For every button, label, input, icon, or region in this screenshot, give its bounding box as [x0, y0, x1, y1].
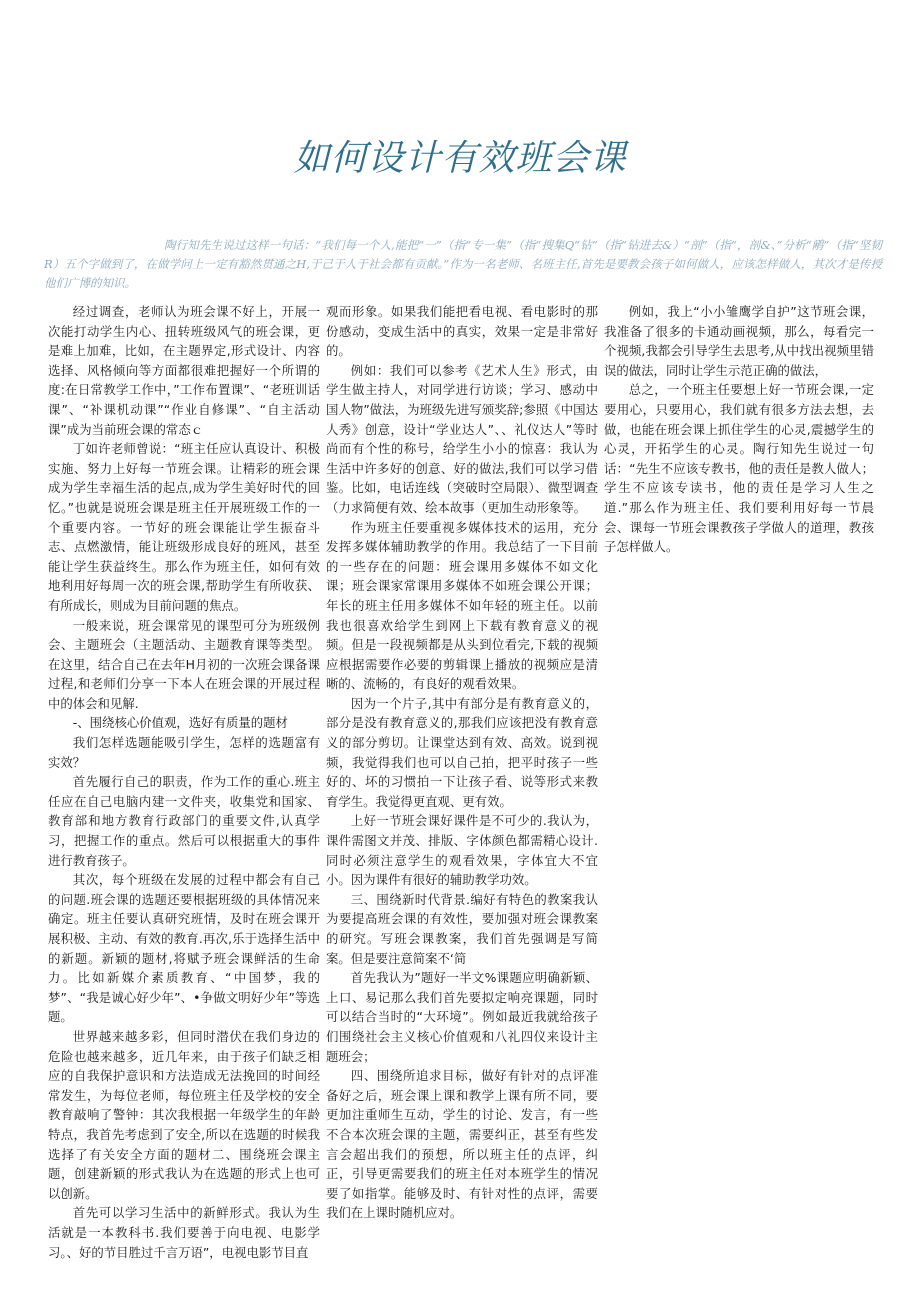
- paragraph: 丁如许老师曾说：“班主任应认真设计、积极实施、努力上好每一节班会课。让精彩的班会课成为学生幸福生活的起点,成为学生美好时代的回忆。”也就是说班会课是班主任开展班级工作的一个重要内容。一节好的班会课能让学生振奋斗志、点燃激情，能让班级形成良好的班风，甚至能让学生获益终生。那么作为班主任，如何有效地利用好每周一次的班会课,帮助学生有所收获、有所成长，则成为目前问题的焦点。: [48, 441, 320, 613]
- paragraph: 首先履行自己的职责，作为工作的重心.班主任应在自己电脑内建一文件夹，收集党和国家、教育部和地方教育行政部门的重要文件,认真学习，把握工作的重点。然后可以根据重大的事件进行教育孩子。: [48, 774, 320, 868]
- text-column-2: [326, 302, 598, 1223]
- paragraph: 三、围绕新时代背景.编好有特色的教案我认为要提高班会课的有效性，要加强对班会课教案的研究。写班会课教案，我们首先强调是写简案。但是要注意简案不‘简: [326, 891, 598, 966]
- intro-quote: 陶行知先生说过这样一句话：“我们每一个人,能把“一”（指“专一集”（指“搜集Q“钻”（指“钻进去&）“剖”（指“，剖&、”分析“鹇”（指“坚韧R）五个字做到了，在做学问上一定有豁然贯通之H,于己于人于社会都有贡献。”作为一名老师、名班主任,首先是要教会孩子如何做人，应该怎样做人，其次才是传授他们广博的知识。: [44, 238, 882, 290]
- section-heading: -、围绕核心价值观，选好有质量的题材: [72, 715, 288, 731]
- paragraph: 其次，每个班级在发展的过程中都会有自己的问题.班会课的选题还要根据班级的具体情况来确定。班主任要认真研究班情，及时在班会课开展积极、主动、有效的教育.再次,乐于选择生活中的新题。新颖的题材,将赋予班会课鲜活的生命力。比如新媒介素质教育、“中国梦，我的梦”、“我是诚心好少年”、•争做文明好少年”等选题。: [48, 872, 320, 1025]
- text-column-1: [48, 302, 320, 1262]
- paragraph: 例如：我们可以参考《艺术人生》形式，由学生做主持人，对同学进行访谈；学习、感动中国人物”做法，为班级先进写颁奖辞;参照《中国达人秀》创意，设计“学业达人”、、礼仪达人”等时尚而有个性的称号，给学生小小的惊喜：我认为生活中许多好的创意、好的做法,我们可以学习借鉴。比如，电话连线（突破时空局限）、微型调查（力求简便有效、绘本故事（更加生动形象等。: [326, 362, 598, 515]
- paragraph: 四、围绕所追求目标，做好有针对的点评准备好之后，班会课上课和教学上课有所不同，要更加注重师生互动，学生的讨论、发言，有一些不合本次班会课的主题，需要纠正，甚至有些发言会超出我们的预想，所以班主任的点评，纠正，引导更需要我们的班主任对本班学生的情况要了如指掌。能够及时、有针对性的点评，需要我们在上课时随机应对。: [326, 1068, 598, 1221]
- paragraph: 总之，一个班主任要想上好一节班会课,一定要用心，只要用心，我们就有很多方法去想，去做，也能在班会课上抓住学生的心灵,震撼学生的心灵，开拓学生的心灵。陶行知先生说过一句话：“先生不应该专教书，他的责任是教人做人；学生不应该专读书，他的责任是学习人生之道.”那么作为班主任、我们要利用好每一节晨会、课每一节班会课教孩子学做人的道理，教孩子怎样做人。: [604, 382, 874, 555]
- paragraph: 首先我认为”题好一半文%课题应明确新颖、上口、易记那么我们首先要拟定响亮课题，同时可以结合当时的“大环境”。例如最近我就给孩子们围绕社会主义核心价值观和八礼四仪来设计主题班会；: [326, 970, 598, 1064]
- paragraph: 因为一个片子,其中有部分是有教育意义的，部分是没有教育意义的,那我们应该把没有教育意义的部分剪切。让课堂达到有效、高效。说到视频，我觉得我们也可以自己拍，把平时孩子一些好的、坏的习惯拍一下让孩子看、说等形式来教育学生。我觉得更直观、更有效。: [326, 695, 598, 809]
- paragraph: 首先可以学习生活中的新鲜形式。我认为生活就是一本教科书.我们要善于向电视、电影学习。、好的节目胜过千言万语”，电视电影节目直: [48, 1205, 320, 1260]
- paragraph: 一般来说，班会课常见的课型可分为班级例会、主题班会（主题活动、主题教育课等类型。在这里，结合自己在去年H月初的一次班会课备课过程,和老师们分享一下本人在班会课的开展过程中的体会和见解.: [48, 617, 320, 711]
- paragraph: 上好一节班会课好课件是不可少的.我认为，课件需图文并茂、排版、字体颜色都需精心设计.同时必须注意学生的观看效果，字体宜大不宜小。因为课件有很好的辅助教学功效。: [326, 813, 598, 888]
- paragraph: 作为班主任要重视多媒体技术的运用，充分发挥多媒体辅助教学的作用。我总结了一下目前的一些存在的问题：班会课用多媒体不如文化课；班会课家常课用多媒体不如班会课公开课；年长的班主任用多媒体不如年轻的班主任。以前我也很喜欢给学生到网上下载有教育意义的视频。但是一段视频都是从头到位看完,下载的视频应根据需要作必要的剪辑课上播放的视频应是清晰的、流畅的，有良好的观看效果。: [326, 519, 598, 692]
- paragraph: 我们怎样选题能吸引学生，怎样的选题富有实效？: [48, 735, 320, 770]
- paragraph: 世界越来越多彩，但同时潜伏在我们身边的危险也越来越多，近几年来，由于孩子们缺乏相应的自我保护意识和方法造成无法挽回的时间经常发生，为每位老师，每位班主任及学校的安全教育敲响了警钟：其次我根据一年级学生的年龄特点，我首先考虑到了安全,所以在选题的时候我选择了有关安全方面的题材二、围绕班会课主题，创建新颖的形式我认为在选题的形式上也可以创新。: [48, 1028, 320, 1201]
- text-column-3: [604, 302, 874, 557]
- article-title: 如何设计有效班会课: [293, 138, 627, 179]
- paragraph: 经过调查，老师认为班会课不好上，开展一次能打动学生内心、扭转班级风气的班会课，更是难上加难，比如，在主题界定,形式设计、内容选择、风格倾向等方面都很难把握好一个所谓的度:在日常教学工作中，”工作布置课”、“老班训话课”、“补课机动课”“作业自修课”、“自主活动课”成为当前班会课的常态ｃ: [48, 304, 320, 437]
- paragraph: 观而形象。如果我们能把看电视、看电影时的那份感动，变成生活中的真实，效果一定是非常好的。: [326, 304, 598, 359]
- paragraph: 例如，我上“小小雏鹰学自护”这节班会课，我准备了很多的卡通动画视频，那么，每看完一个视频,我都会引导学生去思考,从中找出视频里错误的做法，同时让学生示范正确的做法，: [604, 304, 874, 378]
